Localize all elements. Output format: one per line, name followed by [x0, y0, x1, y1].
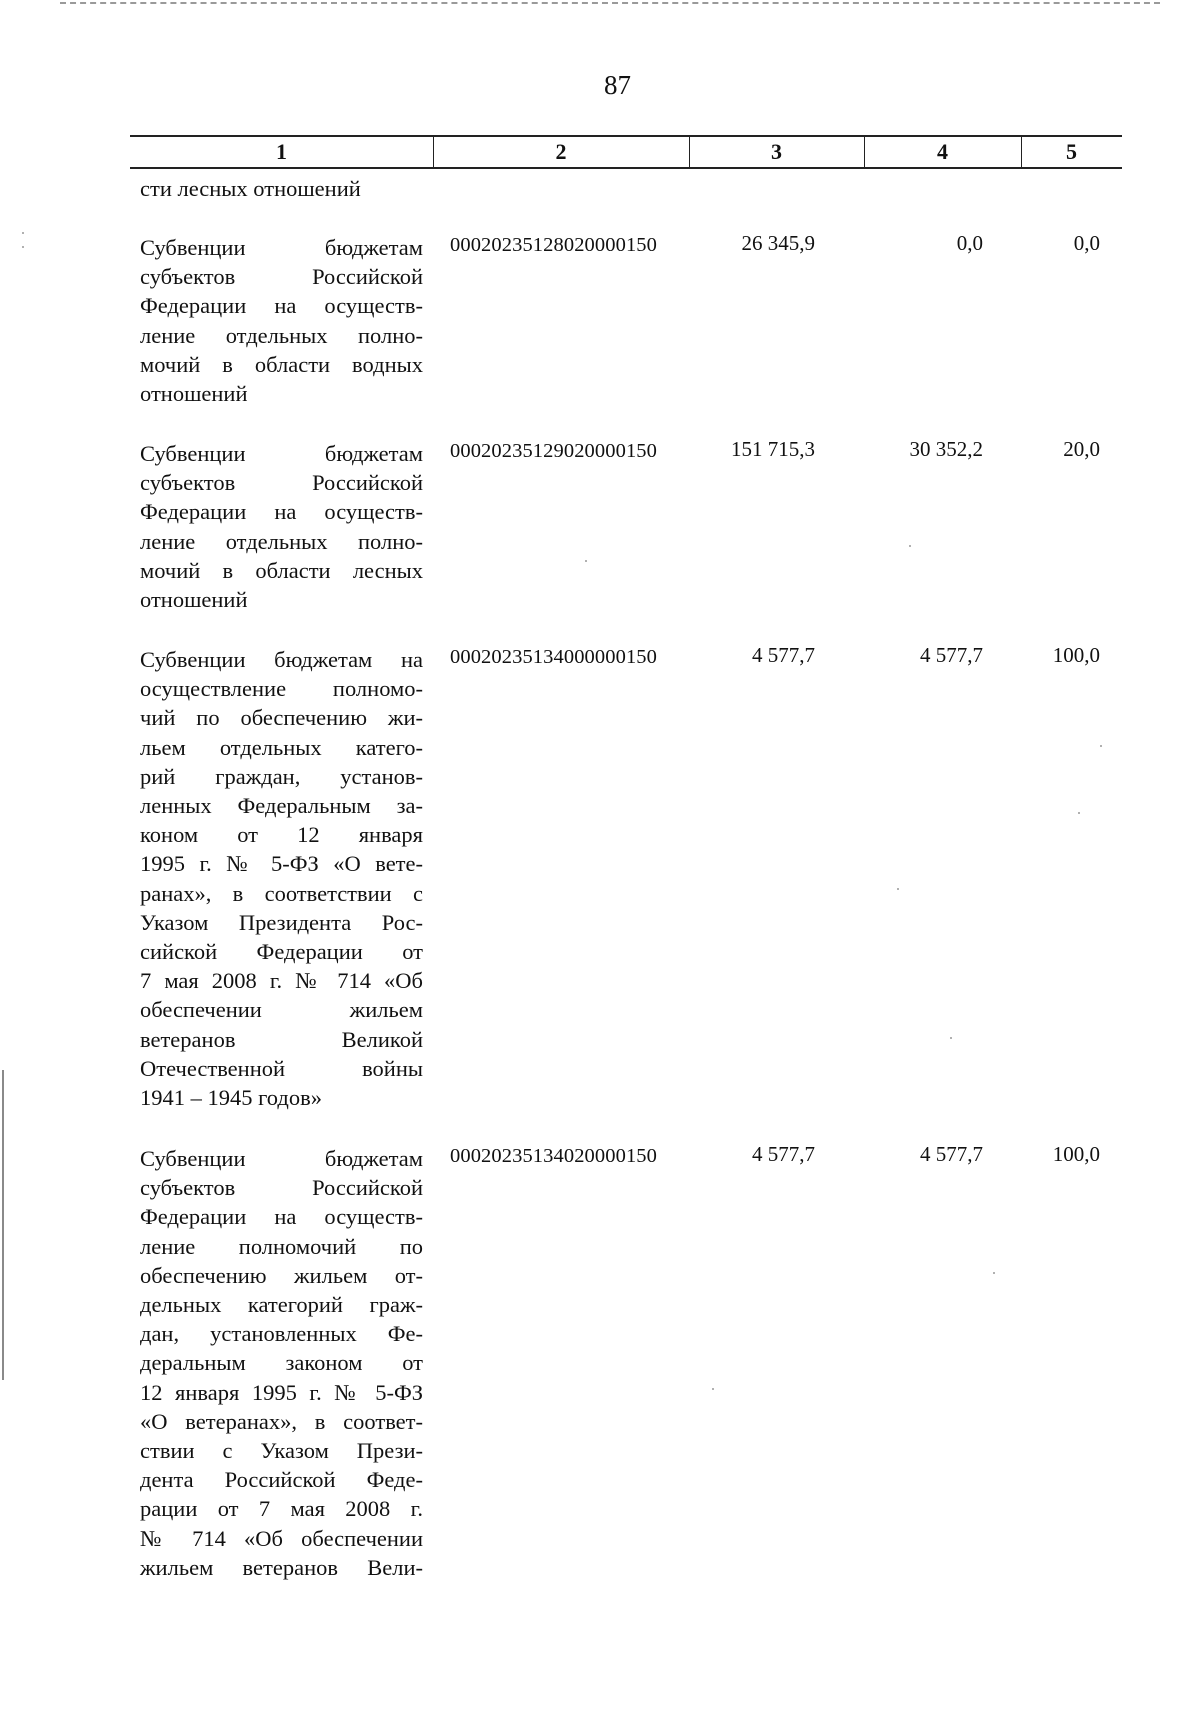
row-1-name-line: Федерации на осуществ-	[140, 293, 423, 319]
row-3-name-line: 1941 – 1945 годов»	[140, 1085, 322, 1111]
scan-speck	[1078, 812, 1080, 814]
row-3-name-line: Отечественной войны	[140, 1055, 423, 1081]
row-3-name-line: льем отдельных катего-	[140, 734, 423, 760]
scan-speck	[585, 560, 587, 562]
scan-edge-left	[2, 1070, 4, 1380]
row-4-name-line: Субвенции бюджетам	[140, 1146, 423, 1171]
row-3-name-line: Указом Президента Рос-	[140, 909, 423, 935]
row-3-name-line: сийской Федерации от	[140, 939, 423, 965]
row-3-col5: 100,0	[1052, 643, 1100, 667]
row-2-name-line: Федерации на осуществ-	[140, 499, 423, 525]
page-number: 87	[604, 70, 631, 100]
row-4-name	[140, 1144, 423, 1582]
row-3-name-line: осуществление полномо-	[140, 676, 423, 702]
row-4-name-line: № 714 «Об обеспечении	[140, 1525, 423, 1551]
row-3-name-line: ленных Федеральным за-	[140, 793, 423, 819]
row-4-name-line: 12 января 1995 г. № 5-ФЗ	[140, 1379, 423, 1405]
row-4-name-line: ление полномочий по	[140, 1233, 423, 1259]
scan-edge-top	[60, 2, 1160, 4]
row-1-col5: 0,0	[1073, 231, 1100, 255]
scan-speck	[712, 1388, 714, 1390]
row-1-name-line: ление отдельных полно-	[140, 322, 423, 348]
row-2-name-line: отношений	[140, 587, 248, 613]
header-col-2: 2	[433, 137, 690, 167]
row-3-name-line: обеспечении жильем	[140, 997, 423, 1023]
row-3-name-line: ветеранов Великой	[140, 1026, 423, 1052]
row-1-code: 00020235128020000150	[450, 234, 657, 256]
row-4-name-line: субъектов Российской	[140, 1175, 423, 1201]
row-2-code: 00020235129020000150	[450, 440, 657, 462]
row-1-col3: 26 345,9	[741, 231, 815, 255]
row-4-name-line: Федерации на осуществ-	[140, 1204, 423, 1230]
row-4-name-line: жильем ветеранов Вели-	[140, 1554, 423, 1580]
row-4-name-line: рации от 7 мая 2008 г.	[140, 1496, 423, 1522]
header-col-1: 1	[130, 137, 434, 167]
row-4-name-line: «О ветеранах», в соответ-	[140, 1408, 423, 1434]
row-2-col3: 151 715,3	[731, 437, 815, 461]
row-3-name-line: 1995 г. № 5-ФЗ «О вете-	[140, 851, 423, 877]
row-2-name-line: субъектов Российской	[140, 470, 423, 496]
scan-speck	[1100, 745, 1102, 747]
row-4-name-line: ствии с Указом Прези-	[140, 1438, 423, 1464]
row-4-col5: 100,0	[1052, 1142, 1100, 1166]
row-1-col4: 0,0	[956, 231, 983, 255]
row-3-name-line: чий по обеспечению жи-	[140, 705, 423, 731]
row-2-name-line: мочий в области лесных	[140, 557, 423, 583]
row-3-name-line: Субвенции бюджетам на	[140, 647, 423, 672]
row-4-name-line: обеспечению жильем от-	[140, 1262, 423, 1288]
row-4-name-line: дента Российской Феде-	[140, 1467, 423, 1493]
header-col-4: 4	[864, 137, 1022, 167]
scan-speck	[22, 246, 24, 248]
scan-speck	[993, 1272, 995, 1274]
row-3-name-line: рий граждан, установ-	[140, 763, 423, 789]
row-1-name-line: субъектов Российской	[140, 264, 423, 290]
row-3-name-line: 7 мая 2008 г. № 714 «Об	[140, 968, 423, 994]
row-4-name-line: деральным законом от	[140, 1350, 423, 1376]
scan-speck	[897, 888, 899, 890]
row-1-name-line: Субвенции бюджетам	[140, 235, 423, 260]
row-4-col4: 4 577,7	[920, 1142, 983, 1166]
row-3-col3: 4 577,7	[752, 643, 815, 667]
row-3-name-line: ранах», в соответствии с	[140, 880, 423, 906]
row-1-name-line: отношений	[140, 381, 248, 407]
row-4-code: 00020235134020000150	[450, 1145, 657, 1167]
row-4-name-line: дан, установленных Фе-	[140, 1321, 423, 1347]
scan-speck	[909, 545, 911, 547]
row-2-name-line: ление отдельных полно-	[140, 528, 423, 554]
header-col-3: 3	[689, 137, 865, 167]
row-3-col4: 4 577,7	[920, 643, 983, 667]
row-1-name-line: мочий в области водных	[140, 351, 423, 377]
row-2-col5: 20,0	[1063, 437, 1100, 461]
header-col-5: 5	[1066, 139, 1077, 164]
table-header-row	[130, 135, 1122, 169]
row-3-code: 00020235134000000150	[450, 646, 657, 668]
row-4-name-line: дельных категорий граж-	[140, 1292, 423, 1318]
row-2-name-line: Субвенции бюджетам	[140, 441, 423, 466]
row-3-name	[140, 645, 423, 1112]
row-4-col3: 4 577,7	[752, 1142, 815, 1166]
scan-speck	[22, 232, 24, 234]
row-2-col4: 30 352,2	[909, 437, 983, 461]
row-2-name	[140, 439, 423, 614]
row-1-name	[140, 233, 423, 408]
row-3-name-line: коном от 12 января	[140, 822, 423, 848]
continued-row-text: сти лесных отношений	[140, 176, 361, 201]
scan-speck	[950, 1037, 952, 1039]
